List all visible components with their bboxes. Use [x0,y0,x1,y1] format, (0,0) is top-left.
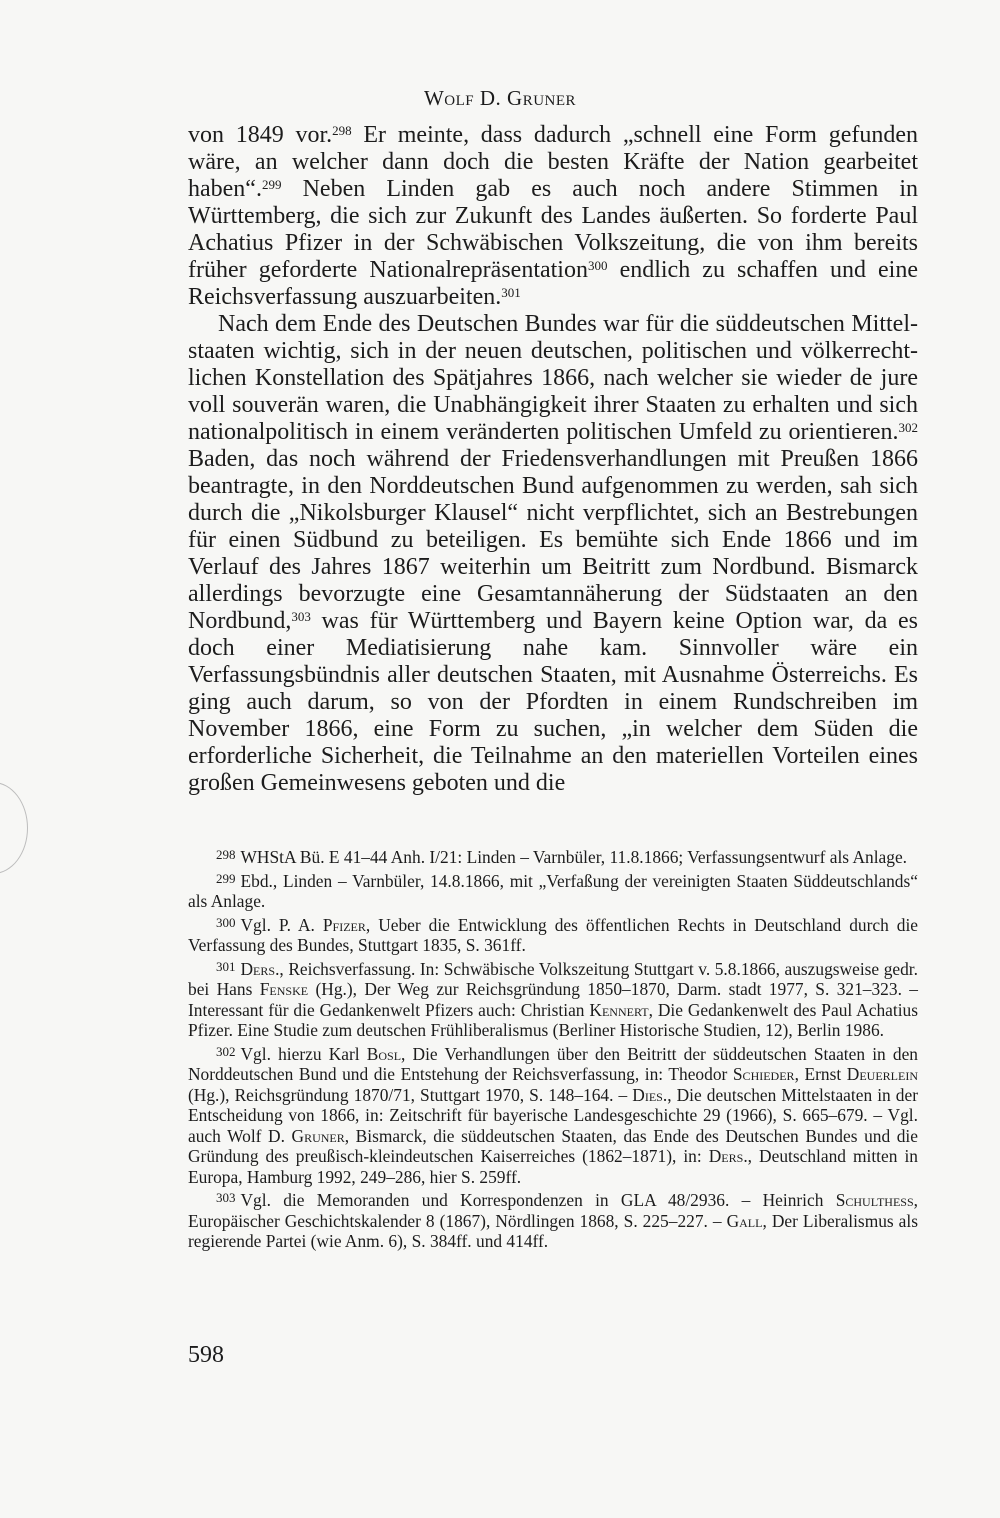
text-run: , Ernst [794,1064,847,1084]
footnote-ref: 299 [261,177,282,192]
margin-scan-artifact [0,782,28,874]
text-run: Vgl. die Memoranden und Korrespondenzen in GLA 48/2936. – Heinrich [240,1190,836,1210]
text-run: , Deutschland mitten in Europa, Hamburg 1992, 249–286, hier S. 259ff. [188,1146,918,1187]
footnote-number: 298 [216,847,236,862]
paragraph-1 [188,122,918,311]
author-name: Schulthess [835,1190,914,1210]
author-name: Dies. [632,1084,668,1105]
footnote-text [188,959,918,1041]
footnote-299 [188,869,918,912]
text-run: (Hg.), Reichsgründung 1870/71, Stuttgart 1970, S. 148–164. – [188,1084,633,1105]
running-head: Wolf D. Gruner [423,86,577,110]
text-run: Ebd., Linden – Varnbüler, 14.8.1866, mit „Verfaßung der vereinigten Staaten Süddeutschlands“ als Anlage. [188,870,918,911]
author-name: Deuerlein [846,1064,918,1084]
footnote-number: 301 [216,958,236,974]
footnote-text [188,915,918,956]
page-number: 598 [188,1342,224,1368]
text-run: (Hg.), Der Weg zur Reichsgründung 1850–1870, Darm. stadt 1977, S. 321–323. – Interessant für die Gedankenwelt Pfizers auch: Christian [188,979,918,1020]
text-run: Er meinte, dass dadurch „schnell eine Form gefunden wäre, an welcher dann doch die besten Kräfte der Nation gearbeitet haben“. [188,122,919,202]
main-text [188,122,918,797]
footnote-ref: 300 [587,258,608,273]
text-run: Nach dem Ende des Deutschen Bundes war für die süddeutschen Mittelstaaten wichtig, sich in der neuen deutschen, politischen und völkerrechtlichen Konstellation des Spätjahres 1866, nach welcher sie wieder de jure voll souverän waren, die Unabhängigkeit ihrer Staaten zu erhalten und sich nationalpolitisch in einem veränderten politischen Umfeld zu orientieren. [188,311,918,445]
footnote-301 [188,957,918,1041]
footnote-number: 303 [216,1190,236,1205]
author-name: Gruner [291,1125,345,1146]
text-run: , Die deutschen Mittelstaaten in der Entscheidung von 1866, in: Zeitschrift für bayerische Landesgeschichte 29 (1966), S. 665–679. – Vgl. auch Wolf D. [188,1084,918,1146]
footnote-ref: 302 [898,420,918,435]
text-run: , Die Verhandlungen über den Beitritt der süddeutschen Staaten in den Norddeutschen Bund und die Entstehung der Reichsverfassung, in: Theodor [188,1043,918,1084]
footnote-text [188,871,918,912]
text-run: endlich zu schaffen und eine Reichsverfassung auszuarbeiten. [188,257,918,310]
text-run: , Die Gedankenwelt des Paul Achatius Pfizer. Eine Studie zum deutschen Frühliberalismus (Berliner Historische Studien, 12), Berlin 1986. [188,999,919,1040]
footnote-303 [188,1188,918,1252]
text-run: , Europäischer Geschichtskalender 8 (1867), Nördlingen 1868, S. 225–227. – [188,1190,918,1231]
author-name: Schieder [732,1064,795,1084]
footnote-text [188,1190,918,1251]
footnote-text [241,847,908,867]
author-name: Kennert [589,999,649,1020]
text-run: was für Württemberg und Bayern keine Option war, da es doch einer Mediatisierung nahe kam. Sinnvoller wäre ein Verfassungsbündnis aller deutschen Staaten, mit Ausnahme Österreichs. Es ging auch darum, so von der Pfordten in einem Rundschreiben im November 1866, eine Form zu suchen, „in welcher dem Süden die erforderliche Sicherheit, die Teilnahme an den materiellen Vorteilen eines großen Gemeinwesens geboten und die [188,608,918,796]
text-run: , Reichsverfassung. In: Schwäbische Volkszeitung Stuttgart v. 5.8.1866, auszugsweise gedr. bei Hans [188,958,918,999]
footnote-ref: 303 [291,609,311,624]
footnote-302 [188,1042,918,1188]
author-name: Ders. [240,958,280,979]
footnote-number: 299 [216,870,236,886]
footnote-300 [188,913,918,956]
author-name: Gall [726,1210,763,1231]
footnote-number: 300 [216,914,236,930]
author-name: Pfizer [322,914,366,935]
footnote-ref: 298 [332,123,352,138]
paragraph-2 [188,311,918,797]
text-run: Vgl. hierzu Karl [240,1043,367,1064]
text-run: Neben Linden gab es auch noch andere Stimmen in Württemberg, die sich zur Zukunft des Landes äußerten. So forderte Paul Achatius Pfizer in der Schwäbischen Volkszeitung, die von ihm bereits früher geforderte Nationalrepräsentation [188,176,918,283]
footnote-number: 302 [216,1043,236,1059]
footnotes [188,845,918,1253]
footnote-text [188,1044,918,1187]
footnote-ref: 301 [501,285,521,300]
text-run: , Ueber die Entwicklung des öffentlichen Rechts in Deutschland durch die Verfassung des Bundes, Stuttgart 1835, S. 361ff. [188,914,919,955]
author-name: Ders. [708,1146,748,1166]
author-name: Fenske [259,979,309,999]
text-run: , Der Liberalismus als regierende Partei (wie Anm. 6), S. 384ff. und 414ff. [188,1210,918,1251]
text-run: von 1849 vor. [188,122,333,148]
text-run: WHStA Bü. E 41–44 Anh. I/21: Linden – Varnbüler, 11.8.1866; Verfassungsentwurf als Anlage. [240,847,908,867]
author-name: Bosl [366,1043,402,1064]
text-run: Baden, das noch während der Friedensverhandlungen mit Preußen 1866 beantragte, in den Norddeutschen Bund aufgenommen zu werden, sah sich durch die „Nikolsburger Klausel“ nicht verpflichtet, sich an Bestrebungen für einen Südbund zu beteiligen. Es bemühte sich Ende 1866 und im Verlauf des Jahres 1867 weiterhin um Beitritt zum Nordbund. Bismarck allerdings bevorzugte eine Gesamtannäherung der Südstaaten an den Nordbund, [188,446,918,634]
footnote-298 [188,845,918,868]
text-run: , Bismarck, die süddeutschen Staaten, das Ende des Deutschen Bundes und die Gründung des preußisch-kleindeutschen Kaiserreiches (1862–1871), in: [188,1125,918,1166]
text-run: Vgl. P. A. [240,914,323,935]
